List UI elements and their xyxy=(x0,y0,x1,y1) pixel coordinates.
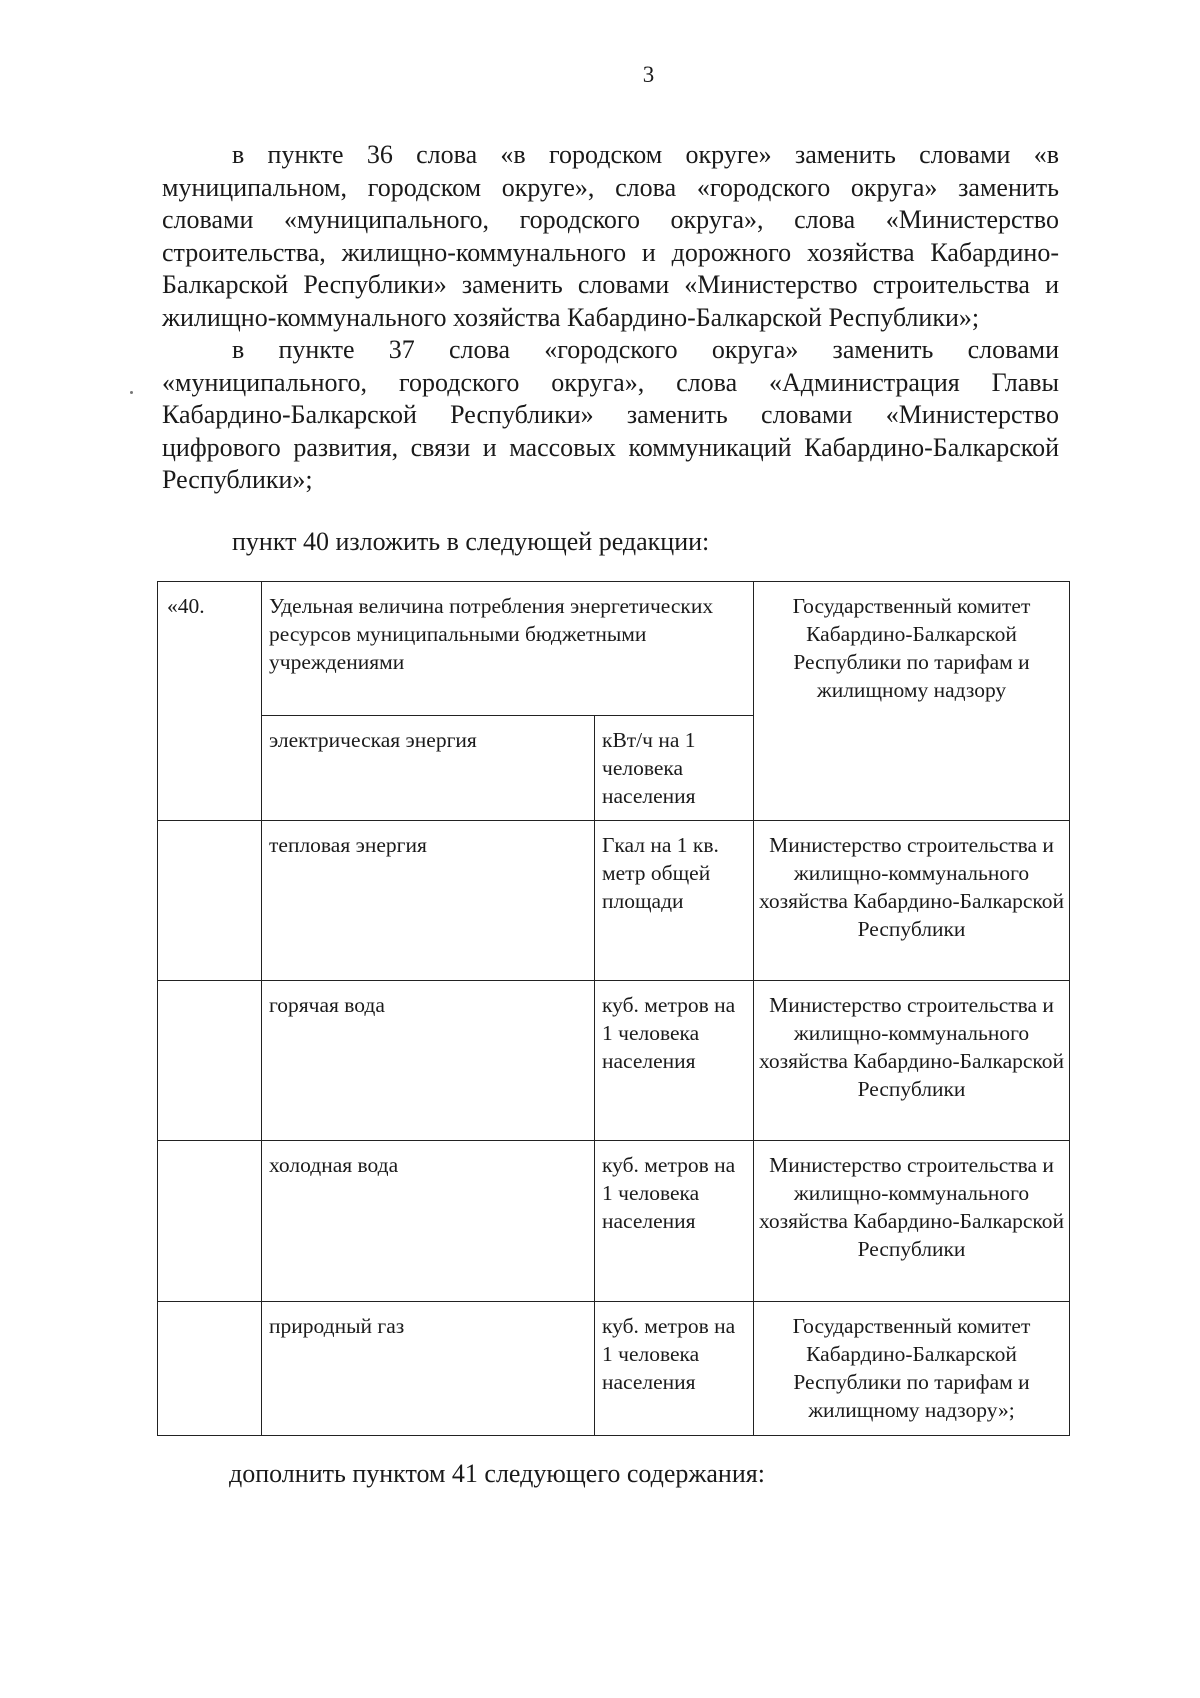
paragraph-point-36: в пункте 36 слова «в городском округе» заменить словами «в муниципальном, городском округе», слова «городского округа» заменить словами «муниципального, городского округа», слова «Министерство строительства, жилищно-коммунального и дорожного хозяйства Кабардино-Балкарской Республики» заменить словами «Министерство строительства и жилищно-коммунального хозяйства Кабардино-Балкарской Республики»; xyxy=(162,140,1059,332)
item-number-empty xyxy=(158,821,262,981)
indicator-name: Удельная величина потребления энергетических ресурсов муниципальными бюджетными учреждениями xyxy=(262,582,754,716)
table-row xyxy=(158,582,1070,716)
responsible-agency: Государственный комитет Кабардино-Балкарской Республики по тарифам и жилищному надзору»; xyxy=(754,1302,1070,1436)
responsible-agency: Министерство строительства и жилищно-коммунального хозяйства Кабардино-Балкарской Республики xyxy=(754,981,1070,1141)
table-row xyxy=(158,1141,1070,1302)
resource-name: природный газ xyxy=(262,1302,595,1436)
table-row xyxy=(158,1302,1070,1436)
item-number-empty xyxy=(158,1141,262,1302)
item-number-empty xyxy=(158,1302,262,1436)
resource-name: электрическая энергия xyxy=(262,716,595,821)
resource-unit: кВт/ч на 1 человека населения xyxy=(595,716,754,821)
resource-unit: Гкал на 1 кв. метр общей площади xyxy=(595,821,754,981)
item-number: «40. xyxy=(158,582,262,821)
resource-unit: куб. метров на 1 человека населения xyxy=(595,1302,754,1436)
responsible-agency: Государственный комитет Кабардино-Балкарской Республики по тарифам и жилищному надзору xyxy=(754,582,1070,821)
responsible-agency: Министерство строительства и жилищно-коммунального хозяйства Кабардино-Балкарской Республики xyxy=(754,1141,1070,1302)
resource-name: тепловая энергия xyxy=(262,821,595,981)
point-41-intro: дополнить пунктом 41 следующего содержания: xyxy=(229,1459,765,1488)
resource-unit: куб. метров на 1 человека населения xyxy=(595,1141,754,1302)
table-intro: пункт 40 изложить в следующей редакции: xyxy=(232,527,710,556)
table-row xyxy=(158,821,1070,981)
table-row xyxy=(158,981,1070,1141)
page-number: 3 xyxy=(642,62,655,87)
amendment-table xyxy=(157,581,1070,1436)
item-number-empty xyxy=(158,981,262,1141)
resource-name: горячая вода xyxy=(262,981,595,1141)
responsible-agency: Министерство строительства и жилищно-коммунального хозяйства Кабардино-Балкарской Республики xyxy=(754,821,1070,981)
paragraph-point-37: в пункте 37 слова «городского округа» заменить словами «муниципального, городского округа», слова «Администрация Главы Кабардино-Балкарской Республики» заменить словами «Министерство цифрового развития, связи и массовых коммуникаций Кабардино-Балкарской Республики»; xyxy=(162,335,1059,494)
scan-artifact-dot xyxy=(130,391,133,394)
resource-name: холодная вода xyxy=(262,1141,595,1302)
amendment-text xyxy=(162,139,1059,497)
resource-unit: куб. метров на 1 человека населения xyxy=(595,981,754,1141)
